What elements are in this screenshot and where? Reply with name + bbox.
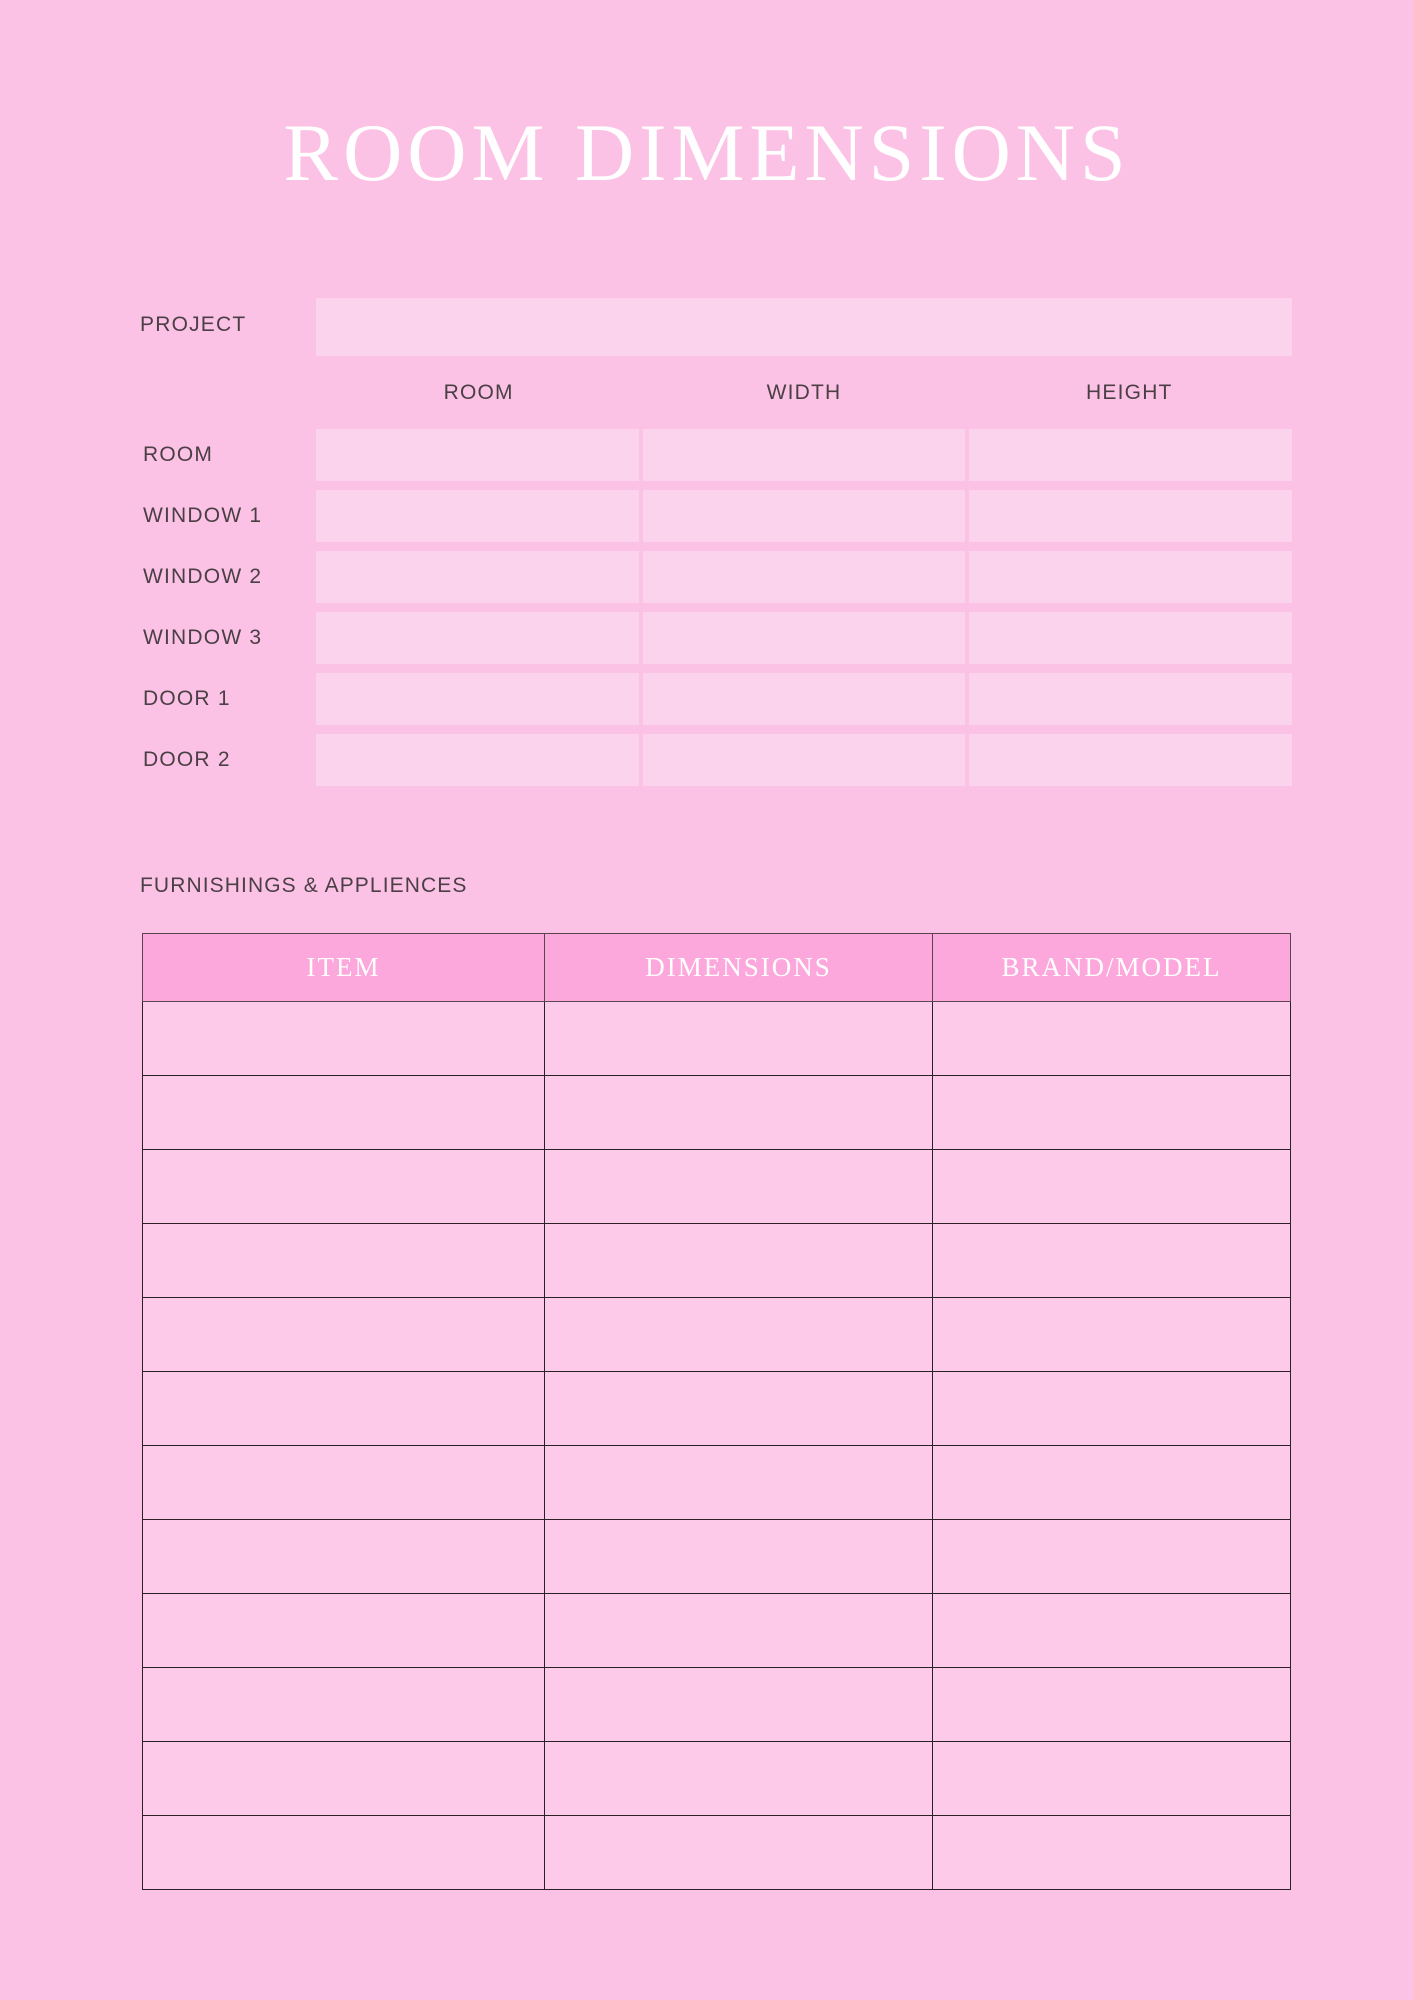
furnishings-cell-dimensions[interactable] — [545, 1594, 933, 1668]
dimensions-table — [140, 378, 1292, 790]
furnishings-cell-item[interactable] — [143, 1372, 545, 1446]
table-row — [140, 485, 1292, 546]
project-label: PROJECT — [140, 313, 247, 336]
furnishings-header-brand-model: BRAND/MODEL — [933, 934, 1291, 1002]
dimensions-row-label: ROOM — [143, 442, 214, 466]
table-row — [143, 1298, 1291, 1372]
furnishings-cell-item[interactable] — [143, 1224, 545, 1298]
furnishings-cell-item[interactable] — [143, 1594, 545, 1668]
furnishings-cell-item[interactable] — [143, 1742, 545, 1816]
furnishings-cell-dimensions[interactable] — [545, 1150, 933, 1224]
furnishings-cell-dimensions[interactable] — [545, 1224, 933, 1298]
furnishings-cell-item[interactable] — [143, 1298, 545, 1372]
table-row — [140, 729, 1292, 790]
dimensions-cell-width[interactable] — [643, 734, 966, 786]
dimensions-row-label: WINDOW 3 — [143, 625, 263, 649]
dimensions-cell-room[interactable] — [316, 490, 639, 542]
furnishings-cell-item[interactable] — [143, 1002, 545, 1076]
project-row — [140, 298, 1292, 356]
furnishings-header-row — [143, 934, 1291, 1002]
dimensions-cell-height[interactable] — [969, 551, 1292, 603]
furnishings-cell-brand-model[interactable] — [933, 1446, 1291, 1520]
dimensions-cell-room[interactable] — [316, 673, 639, 725]
furnishings-cell-brand-model[interactable] — [933, 1224, 1291, 1298]
page-title: ROOM DIMENSIONS — [283, 107, 1131, 198]
furnishings-cell-brand-model[interactable] — [933, 1816, 1291, 1890]
furnishings-cell-dimensions[interactable] — [545, 1668, 933, 1742]
table-row — [143, 1520, 1291, 1594]
dimensions-cell-width[interactable] — [643, 551, 966, 603]
table-row — [140, 546, 1292, 607]
dimensions-cell-height[interactable] — [969, 734, 1292, 786]
project-input[interactable] — [316, 298, 1292, 356]
dimensions-cell-height[interactable] — [969, 490, 1292, 542]
table-row — [143, 1446, 1291, 1520]
furnishings-header-item: ITEM — [143, 934, 545, 1002]
dimensions-cell-height[interactable] — [969, 612, 1292, 664]
dimensions-header-height: HEIGHT — [1086, 381, 1173, 404]
dimensions-cell-room[interactable] — [316, 612, 639, 664]
dimensions-header-room: ROOM — [443, 381, 514, 404]
furnishings-cell-brand-model[interactable] — [933, 1668, 1291, 1742]
dimensions-row-label: WINDOW 1 — [143, 503, 263, 527]
dimensions-row-label: DOOR 2 — [143, 747, 231, 771]
furnishings-cell-dimensions[interactable] — [545, 1816, 933, 1890]
furnishings-cell-item[interactable] — [143, 1816, 545, 1890]
furnishings-table — [142, 933, 1291, 1890]
furnishings-cell-brand-model[interactable] — [933, 1298, 1291, 1372]
dimensions-cell-width[interactable] — [643, 490, 966, 542]
furnishings-cell-brand-model[interactable] — [933, 1520, 1291, 1594]
furnishings-cell-dimensions[interactable] — [545, 1002, 933, 1076]
furnishings-cell-item[interactable] — [143, 1076, 545, 1150]
table-row — [143, 1076, 1291, 1150]
dimensions-cell-height[interactable] — [969, 673, 1292, 725]
furnishings-section-label: FURNISHINGS & APPLIENCES — [140, 874, 468, 897]
furnishings-cell-dimensions[interactable] — [545, 1076, 933, 1150]
furnishings-cell-dimensions[interactable] — [545, 1298, 933, 1372]
furnishings-cell-item[interactable] — [143, 1446, 545, 1520]
table-row — [143, 1668, 1291, 1742]
furnishings-cell-dimensions[interactable] — [545, 1372, 933, 1446]
dimensions-header-width: WIDTH — [766, 381, 842, 404]
table-row — [143, 1150, 1291, 1224]
table-row — [140, 424, 1292, 485]
dimensions-cell-room[interactable] — [316, 429, 639, 481]
furnishings-cell-item[interactable] — [143, 1150, 545, 1224]
furnishings-cell-dimensions[interactable] — [545, 1742, 933, 1816]
furnishings-cell-dimensions[interactable] — [545, 1520, 933, 1594]
furnishings-table-body — [143, 1002, 1291, 1890]
table-row — [143, 1742, 1291, 1816]
dimensions-row-label: DOOR 1 — [143, 686, 231, 710]
table-row — [143, 1594, 1291, 1668]
furnishings-cell-brand-model[interactable] — [933, 1150, 1291, 1224]
furnishings-cell-brand-model[interactable] — [933, 1372, 1291, 1446]
table-row — [143, 1372, 1291, 1446]
furnishings-cell-brand-model[interactable] — [933, 1076, 1291, 1150]
furnishings-cell-brand-model[interactable] — [933, 1742, 1291, 1816]
table-row — [143, 1002, 1291, 1076]
table-row — [140, 607, 1292, 668]
dimensions-cell-room[interactable] — [316, 551, 639, 603]
dimensions-cell-room[interactable] — [316, 734, 639, 786]
dimensions-cell-width[interactable] — [643, 673, 966, 725]
dimensions-cell-height[interactable] — [969, 429, 1292, 481]
table-row — [143, 1224, 1291, 1298]
furnishings-header-dimensions: DIMENSIONS — [545, 934, 933, 1002]
furnishings-cell-item[interactable] — [143, 1668, 545, 1742]
table-row — [140, 668, 1292, 729]
table-row — [143, 1816, 1291, 1890]
furnishings-cell-brand-model[interactable] — [933, 1002, 1291, 1076]
dimensions-cell-width[interactable] — [643, 429, 966, 481]
dimensions-row-label: WINDOW 2 — [143, 564, 263, 588]
dimensions-header-row — [316, 378, 1292, 424]
furnishings-cell-item[interactable] — [143, 1520, 545, 1594]
furnishings-cell-brand-model[interactable] — [933, 1594, 1291, 1668]
furnishings-cell-dimensions[interactable] — [545, 1446, 933, 1520]
dimensions-cell-width[interactable] — [643, 612, 966, 664]
